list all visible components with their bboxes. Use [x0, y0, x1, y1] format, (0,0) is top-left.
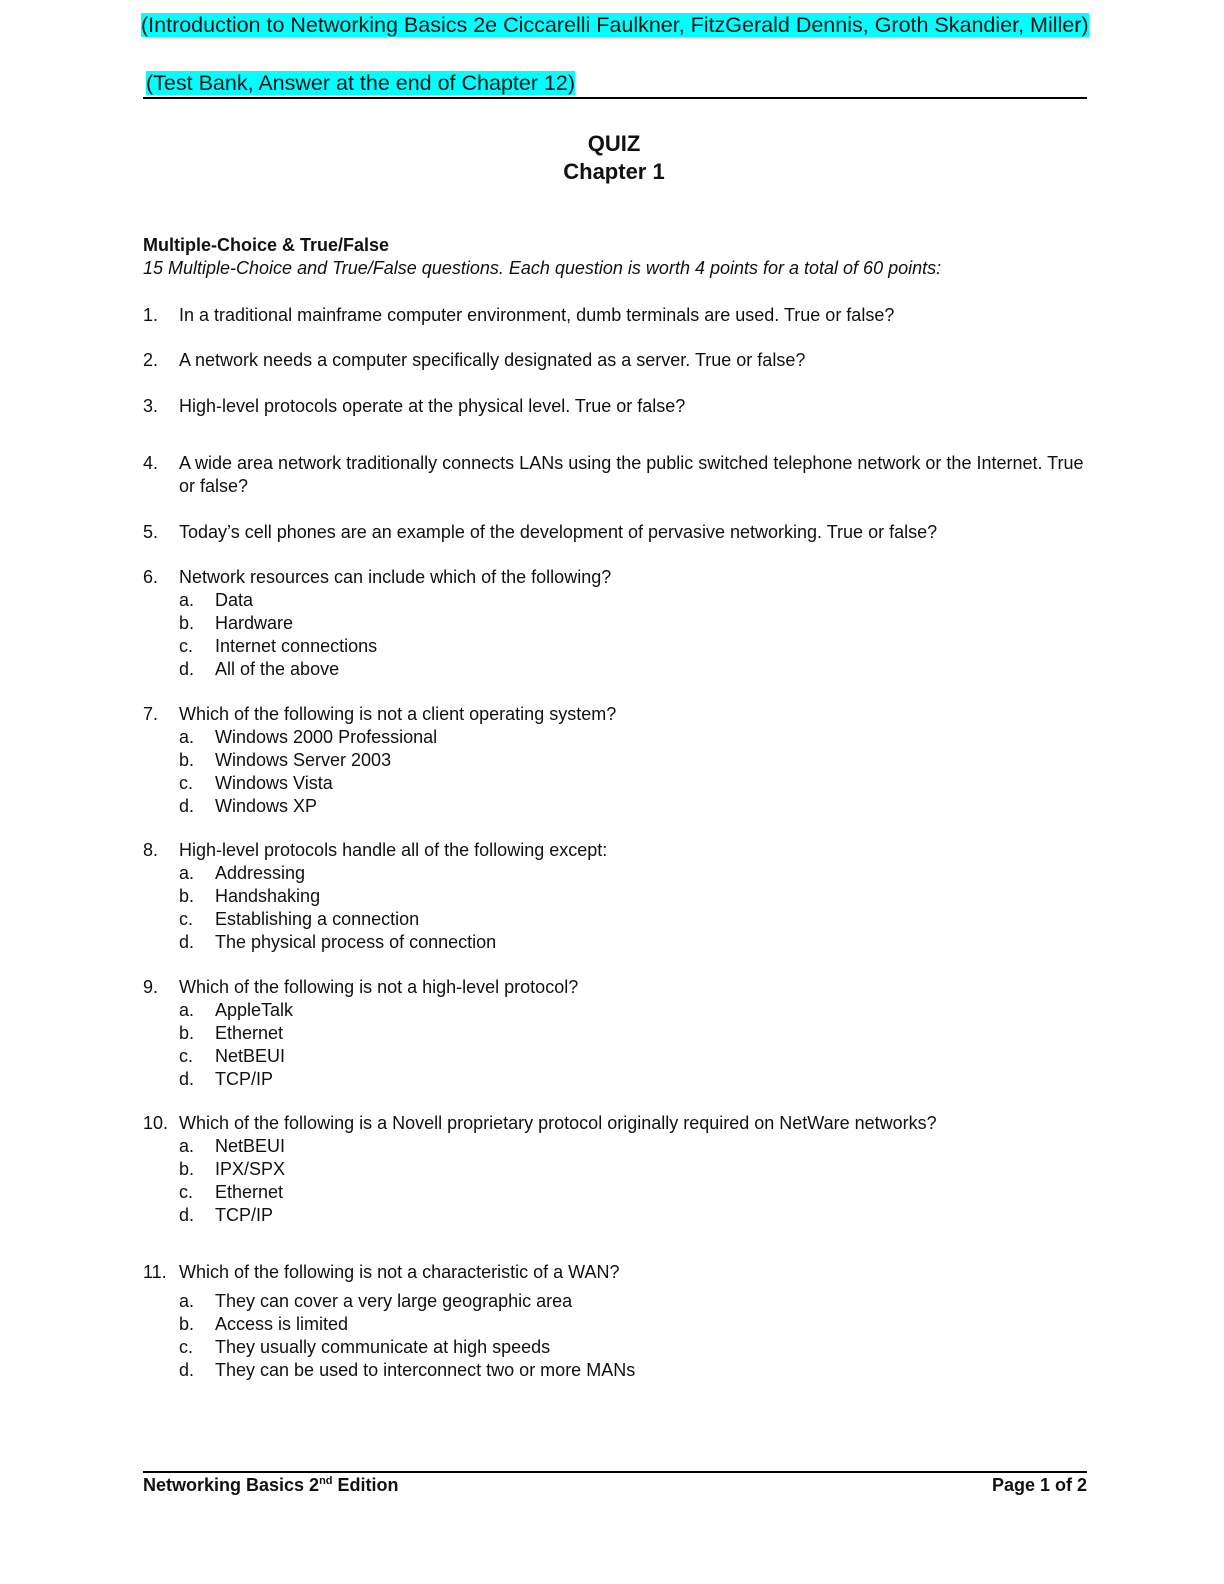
- option-letter: b.: [179, 1314, 195, 1334]
- quiz-title: QUIZ: [587, 131, 641, 156]
- option-letter: b.: [179, 886, 195, 906]
- option-letter: d.: [179, 659, 195, 679]
- option-text: Access is limited: [215, 1314, 349, 1334]
- option-text: All of the above: [215, 659, 340, 679]
- question-text: Network resources can include which of the following?: [179, 567, 612, 587]
- page-number: Page 1 of 2: [991, 1475, 1087, 1495]
- question-5: [143, 521, 1087, 544]
- option-letter: c.: [179, 636, 194, 656]
- question-number: 3.: [143, 396, 159, 416]
- option-letter: c.: [179, 773, 194, 793]
- question-10: [143, 1112, 1087, 1227]
- option-letter: a.: [179, 1000, 195, 1020]
- question-text: A network needs a computer specifically designated as a server. True or false?: [179, 350, 806, 370]
- option-letter: a.: [179, 590, 195, 610]
- banner-text: (Introduction to Networking Basics 2e Ciccarelli Faulkner, FitzGerald Dennis, Groth Skandier, Miller): [141, 13, 1089, 37]
- question-text: Which of the following is not a client operating system?: [179, 704, 617, 724]
- footer-title-prefix: Networking Basics 2: [143, 1475, 320, 1495]
- option-a: [179, 1290, 1087, 1313]
- option-text: Hardware: [215, 613, 294, 633]
- option-letter: c.: [179, 1046, 194, 1066]
- option-b: [179, 885, 1087, 908]
- option-text: Windows Vista: [215, 773, 333, 793]
- question-text: Which of the following is a Novell proprietary protocol originally required on NetWare networks?: [179, 1113, 937, 1133]
- question-number: 1.: [143, 305, 159, 325]
- question-number: 2.: [143, 350, 159, 370]
- option-letter: c.: [179, 909, 194, 929]
- option-letter: d.: [179, 796, 195, 816]
- option-d: [179, 795, 1087, 818]
- option-text: Data: [215, 590, 254, 610]
- footer-title-suffix: Edition: [332, 1475, 399, 1495]
- option-letter: d.: [179, 1069, 195, 1089]
- option-d: [179, 1204, 1087, 1227]
- question-number: 4.: [143, 453, 159, 473]
- option-b: [179, 1022, 1087, 1045]
- option-d: [179, 658, 1087, 681]
- section-heading: Multiple-Choice & True/False: [143, 235, 390, 255]
- question-1: [143, 304, 1087, 327]
- option-c: [179, 635, 1087, 658]
- option-d: [179, 1359, 1087, 1382]
- option-letter: b.: [179, 750, 195, 770]
- option-letter: d.: [179, 932, 195, 952]
- option-letter: a.: [179, 1136, 195, 1156]
- question-text: Today’s cell phones are an example of the development of pervasive networking. True or false?: [179, 522, 938, 542]
- option-letter: b.: [179, 1023, 195, 1043]
- question-number: 6.: [143, 567, 159, 587]
- option-letter: c.: [179, 1182, 194, 1202]
- question-11: [143, 1261, 1087, 1382]
- footer-title-superscript: nd: [319, 1475, 333, 1487]
- option-letter: a.: [179, 1291, 195, 1311]
- question-8: [143, 839, 1087, 954]
- option-letter: c.: [179, 1337, 194, 1357]
- option-text: Ethernet: [215, 1182, 284, 1202]
- option-text: AppleTalk: [215, 1000, 294, 1020]
- question-number: 9.: [143, 977, 159, 997]
- option-c: [179, 908, 1087, 931]
- option-b: [179, 749, 1087, 772]
- option-b: [179, 1313, 1087, 1336]
- option-b: [179, 1158, 1087, 1181]
- option-list: [143, 1290, 1087, 1382]
- subtitle-text: (Test Bank, Answer at the end of Chapter 12): [146, 71, 576, 95]
- option-text: TCP/IP: [215, 1205, 274, 1225]
- option-text: Windows XP: [215, 796, 318, 816]
- question-text: In a traditional mainframe computer environment, dumb terminals are used. True or false?: [179, 305, 895, 325]
- option-text: Windows 2000 Professional: [215, 727, 438, 747]
- option-letter: b.: [179, 1159, 195, 1179]
- footer-divider: [143, 1471, 1087, 1473]
- option-a: [179, 726, 1087, 749]
- option-a: [179, 589, 1087, 612]
- option-b: [179, 612, 1087, 635]
- question-9: [143, 976, 1087, 1091]
- option-letter: b.: [179, 613, 195, 633]
- option-a: [179, 999, 1087, 1022]
- question-text: Which of the following is not a characteristic of a WAN?: [179, 1262, 620, 1282]
- option-text: NetBEUI: [215, 1046, 286, 1066]
- question-2: [143, 349, 1087, 372]
- question-text: Which of the following is not a high-level protocol?: [179, 977, 579, 997]
- question-number: 8.: [143, 840, 159, 860]
- question-number: 7.: [143, 704, 159, 724]
- option-letter: a.: [179, 863, 195, 883]
- question-6: [143, 566, 1087, 681]
- option-text: Establishing a connection: [215, 909, 420, 929]
- question-number: 5.: [143, 522, 159, 542]
- option-c: [179, 1181, 1087, 1204]
- subtitle: [143, 69, 1087, 97]
- question-text: A wide area network traditionally connects LANs using the public switched telephone network or the Internet. True or false?: [179, 453, 1084, 496]
- question-text: High-level protocols operate at the physical level. True or false?: [179, 396, 686, 416]
- option-letter: d.: [179, 1205, 195, 1225]
- option-text: Windows Server 2003: [215, 750, 392, 770]
- option-text: Addressing: [215, 863, 306, 883]
- option-text: They can cover a very large geographic area: [215, 1291, 573, 1311]
- question-number: 11.: [143, 1262, 167, 1282]
- question-text: High-level protocols handle all of the following except:: [179, 840, 608, 860]
- option-text: Ethernet: [215, 1023, 284, 1043]
- option-a: [179, 862, 1087, 885]
- option-letter: d.: [179, 1360, 195, 1380]
- option-c: [179, 772, 1087, 795]
- section-instructions: 15 Multiple-Choice and True/False questions. Each question is worth 4 points for a total of 60 points:: [143, 258, 942, 278]
- option-text: Handshaking: [215, 886, 321, 906]
- option-text: The physical process of connection: [215, 932, 497, 952]
- subtitle-block: [143, 69, 1087, 99]
- footer-book-title: [143, 1475, 399, 1496]
- chapter-title: Chapter 1: [563, 159, 665, 184]
- option-text: Internet connections: [215, 636, 378, 656]
- question-number: 10.: [143, 1113, 169, 1133]
- option-text: TCP/IP: [215, 1069, 274, 1089]
- question-3: [143, 395, 1087, 418]
- option-text: IPX/SPX: [215, 1159, 286, 1179]
- option-text: They usually communicate at high speeds: [215, 1337, 551, 1357]
- question-7: [143, 703, 1087, 818]
- question-4: [143, 452, 1087, 498]
- option-text: NetBEUI: [215, 1136, 286, 1156]
- document-banner: [141, 11, 1089, 39]
- option-letter: a.: [179, 727, 195, 747]
- option-d: [179, 931, 1087, 954]
- option-c: [179, 1336, 1087, 1359]
- option-a: [179, 1135, 1087, 1158]
- option-d: [179, 1068, 1087, 1091]
- option-text: They can be used to interconnect two or more MANs: [215, 1360, 636, 1380]
- option-c: [179, 1045, 1087, 1068]
